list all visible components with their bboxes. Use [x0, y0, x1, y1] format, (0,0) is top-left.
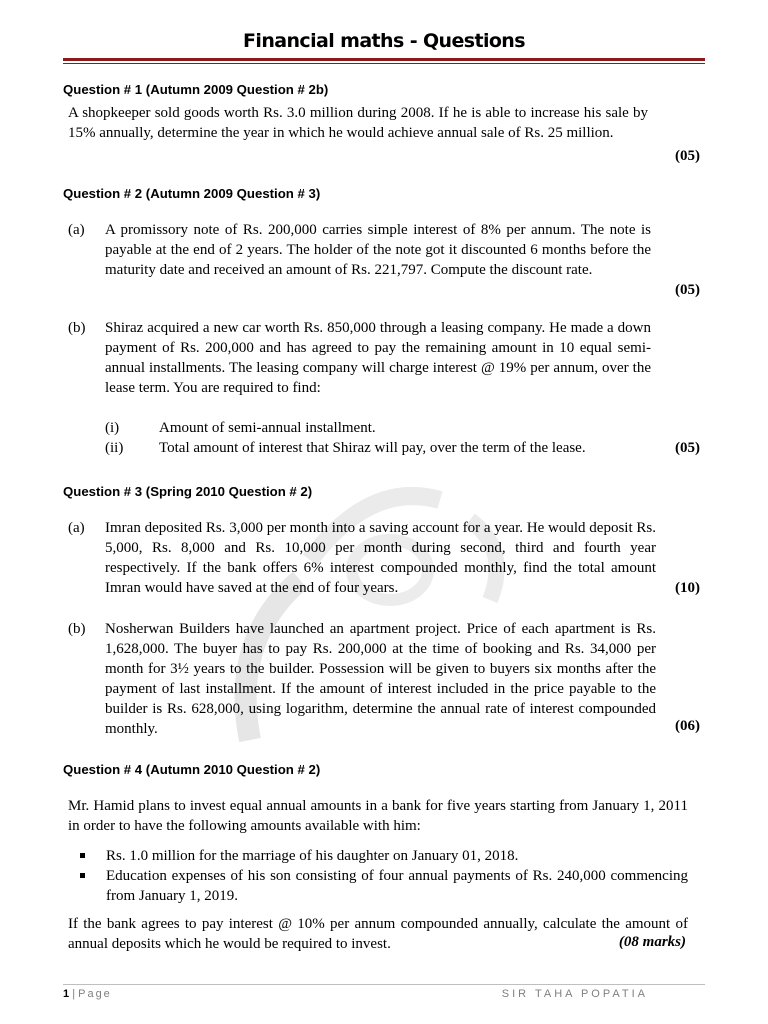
- page-number: 1: [63, 988, 70, 1000]
- bullet-icon: [80, 873, 85, 878]
- question-2b-text: Shiraz acquired a new car worth Rs. 850,000 through a leasing company. He made a down payment of Rs. 200,000 and has agreed to pay the remaining amount in 10 equal semi-annual installments. The leasing company will charge interest @ 19% per annum, over the lease term. You are required to find:: [105, 320, 651, 396]
- footer-author: SIR TAHA POPATIA: [501, 988, 648, 1000]
- question-3b-label: (b): [68, 621, 86, 637]
- question-2a-marks: (05): [675, 282, 700, 298]
- title-rule: [63, 58, 705, 64]
- footer-rule: [63, 984, 705, 985]
- question-4-closing: If the bank agrees to pay interest @ 10% per annum compounded annually, calculate the amount of annual deposits which he would be required to invest.: [68, 916, 688, 952]
- question-4-bullet-2: Education expenses of his son consisting of four annual payments of Rs. 240,000 commencing from January 1, 2019.: [106, 868, 688, 904]
- footer-page-number: [63, 988, 112, 1000]
- question-1-heading: Question # 1 (Autumn 2009 Question # 2b): [63, 82, 329, 97]
- page-separator: |: [72, 988, 76, 1000]
- question-4-intro: Mr. Hamid plans to invest equal annual amounts in a bank for five years starting from January 1, 2011 in order to have the following amounts available with him:: [68, 798, 688, 834]
- question-2a-label: (a): [68, 222, 85, 238]
- question-2-heading: Question # 2 (Autumn 2009 Question # 3): [63, 186, 321, 201]
- question-3b-text: Nosherwan Builders have launched an apartment project. Price of each apartment is Rs. 1,628,000. The buyer has to pay Rs. 200,000 at the time of booking and Rs. 34,000 per month for 3½ years to the builder. Possession will be given to buyers six months after the payment of last installment. If the amount of interest included in the price payable to the builder is Rs. 628,000, using logarithm, determine the annual rate of interest compounded monthly.: [105, 621, 656, 737]
- question-4-bullet-1: Rs. 1.0 million for the marriage of his daughter on January 01, 2018.: [106, 848, 519, 864]
- question-2a-text: A promissory note of Rs. 200,000 carries simple interest of 8% per annum. The note is payable at the end of 2 years. The holder of the note got it discounted 6 months before the maturity date and received an amount of Rs. 221,797. Compute the discount rate.: [105, 222, 651, 278]
- page-word: Page: [78, 988, 112, 1000]
- question-4-marks: (08 marks): [618, 934, 686, 950]
- question-2b-ii-label: (ii): [105, 440, 124, 456]
- question-2b-ii-text: Total amount of interest that Shiraz will pay, over the term of the lease.: [159, 440, 586, 456]
- question-1-marks: (05): [675, 148, 700, 164]
- question-2b-i-text: Amount of semi-annual installment.: [159, 420, 376, 436]
- question-2b-label: (b): [68, 320, 86, 336]
- question-3a-label: (a): [68, 520, 85, 536]
- question-3a-text: Imran deposited Rs. 3,000 per month into a saving account for a year. He would deposit Rs. 5,000, Rs. 8,000 and Rs. 10,000 per month during second, third and fourth year respectively. If the bank offers 6% interest compounded monthly, find the total amount Imran would have saved at the end of four years.: [105, 520, 656, 596]
- question-2b-i-label: (i): [105, 420, 120, 436]
- bullet-icon: [80, 853, 85, 858]
- question-3-heading: Question # 3 (Spring 2010 Question # 2): [63, 484, 313, 499]
- question-4-heading: Question # 4 (Autumn 2010 Question # 2): [63, 762, 321, 777]
- question-3a-marks: (10): [675, 580, 700, 596]
- question-3b-marks: (06): [675, 718, 700, 734]
- question-1-text: A shopkeeper sold goods worth Rs. 3.0 million during 2008. If he is able to increase his sale by 15% annually, determine the year in which he would achieve annual sale of Rs. 25 million.: [68, 105, 648, 141]
- document-title: Financial maths - Questions: [243, 30, 525, 52]
- question-2b-marks: (05): [675, 440, 700, 456]
